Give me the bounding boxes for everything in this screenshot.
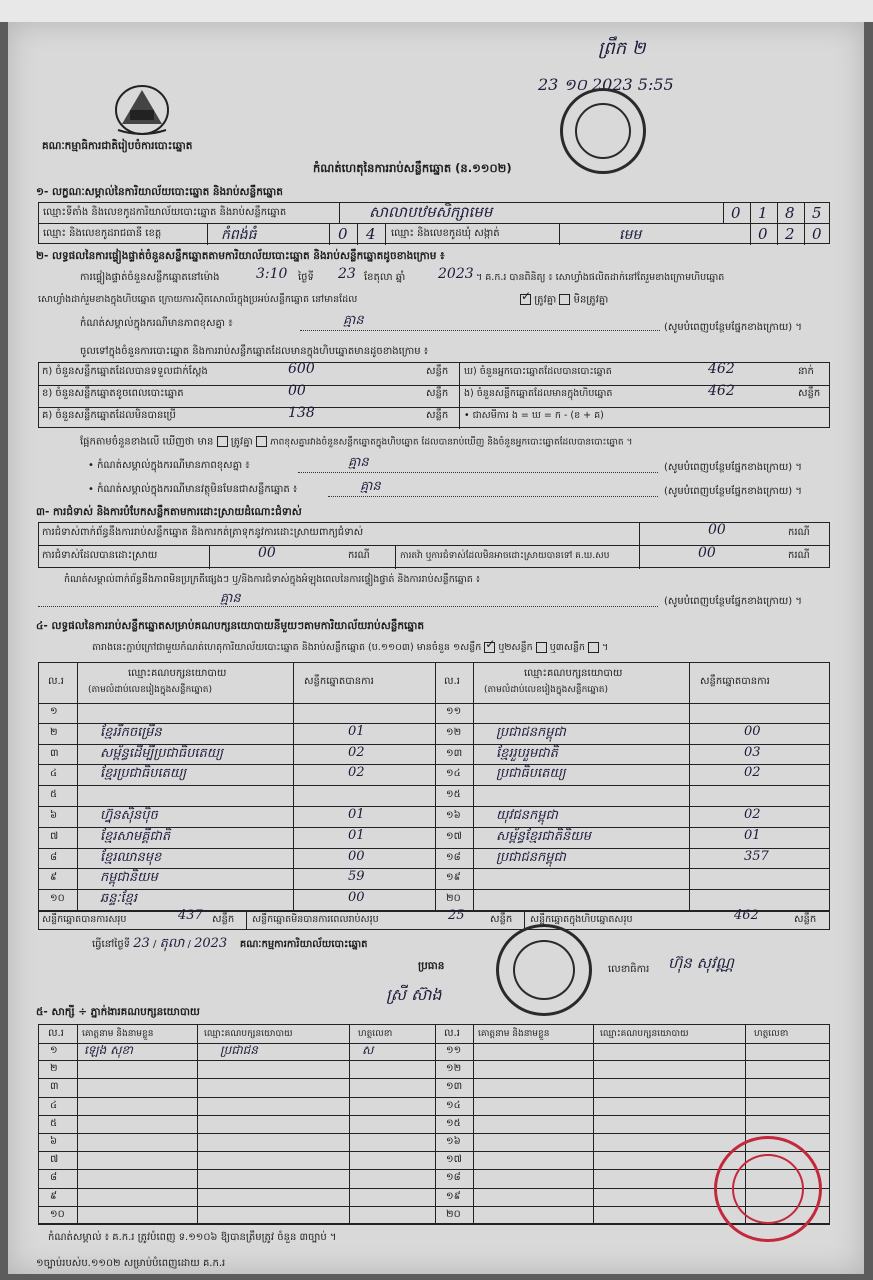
party-row-name: ខ្មែររួបរួមជាតិ [496,745,558,761]
party-row-votes: 02 [348,765,365,781]
party-row-no: ១១ [446,706,462,717]
mismatch-checkbox[interactable] [559,294,570,305]
commune-value: មេម [619,227,642,243]
party-row-line [38,744,434,745]
objection-1-value: 00 [708,522,726,538]
different-label: ភាពខុសគ្នារវាងចំនួនសន្លឹកឆ្នោតក្នុងហិបឆ្នោត ដែលបានរាប់ឃើញ និងចំនួនអ្នកបោះឆ្នោតដែលបានបោះឆ្នោត ។ [270,437,633,448]
w-col-sign-left: ហត្ថលេខា [358,1029,393,1039]
party-row-votes: 357 [744,848,769,864]
location-code-2: 1 [758,204,768,222]
section-4-intro: តារាងនេះភ្ជាប់ក្រៅជាមួយកំណត់ហេតុការិយាល័យបោះឆ្នោត និងរាប់សន្លឹកឆ្នោត (ប.១១០៣) មានចំនួន ១សន្លឹក ✓ ឬ២សន្លឹក ឬ៣សន្លឹក ។ [92,637,609,653]
objection-3-value: 00 [698,545,716,561]
party-row-votes: 59 [348,869,365,885]
party-row-line [434,910,830,911]
party-row-no: ១៨ [446,851,461,863]
witness-row-line [38,1224,830,1225]
one-sheet-checkbox[interactable]: ✓ [485,637,496,651]
w-col-party-right: ឈ្មោះគណបក្សនយោបាយ [600,1029,689,1039]
different-checkbox[interactable] [256,436,267,447]
handwritten-date-time: 23 ១០ 2023 5:55 [538,75,674,94]
verify-time: 3:10 [256,266,288,282]
date-day: 23 [133,936,150,951]
col-votes-left: សន្លឹកឆ្នោតបានការ [304,676,374,687]
witness-row-sign: ស [362,1043,374,1057]
party-row-votes: 00 [348,890,365,906]
party-row-name: ប្រជាជនកម្ពុជា [496,724,566,740]
party-row-line [434,764,830,765]
witness-row-line [38,1206,830,1207]
party-row-no: ២០ [446,893,461,905]
two-sheet-label: ឬ២សន្លឹក [498,642,533,653]
party-row-line [38,868,434,869]
objection-2-label: ការជំទាស់ដែលបានដោះស្រាយ [42,550,158,561]
witness-row-no: ៦ [50,1136,58,1147]
official-seal-red [714,1136,822,1242]
col-party-sub-left: (តាមលំដាប់លេខរៀងក្នុងសន្លឹកឆ្នោត) [88,685,212,695]
party-row-votes: 02 [744,807,761,822]
note-1-suffix: (សូមបំពេញបន្ថែមផ្នែកខាងក្រោយ) ។ [664,462,802,473]
party-row-no: ១៥ [446,789,461,801]
witness-row-line [38,1169,830,1170]
party-row-name: សម្ព័ន្ធខ្មែរជាតិនិយម [496,828,591,844]
witness-row-no: ៩ [50,1190,58,1202]
count-left-value: 00 [288,383,306,399]
signature-date-line: ធ្វើនៅថ្ងៃទី 23 / តុលា / 2023 គណៈកម្មការការិយាល័យបោះឆ្នោត [92,936,368,951]
w-col-no-left: ល.រ [48,1028,64,1039]
commission-name: គណៈកម្មាធិការជាតិរៀបចំការបោះឆ្នោត [42,140,193,152]
col-party-sub-right: (តាមលំដាប់លេខរៀងក្នុងសន្លឹកឆ្នោត) [484,685,608,695]
party-row-votes: 01 [348,827,365,843]
location-code-3: 8 [785,204,795,222]
verify-text-2: សោហ្វាំងដាក់រួមខាងក្នុងហិបឆ្នោត ក្រោយការស៊ិតសោល័រក្នុងប្រអប់សន្លឹកឆ្នោត នៅមានដែល [38,294,358,305]
province-code-2: 4 [366,225,376,243]
party-row-line [434,723,830,724]
party-row-no: ៦ [50,810,58,821]
total-invalid-label: សន្លឹកឆ្នោតមិនបានការពេលរាប់សរុប [252,914,379,925]
witness-table [38,1024,830,1224]
section-1-title: ១- លក្ខណៈសម្គាល់នៃការិយាល័យបោះឆ្នោត និងរាប់សន្លឹកឆ្នោត [36,186,283,198]
count-left-label: គ) ចំនួនសន្លឹកឆ្នោតដែលមិនបានប្រើ [42,410,176,421]
verify-year: 2023 [438,266,474,282]
witness-row-no: ១០ [50,1208,65,1220]
witness-row-no: ៥ [50,1117,58,1129]
party-row-votes: 02 [744,765,761,781]
three-sheet-checkbox[interactable] [588,642,599,653]
match-checkbox[interactable]: ✓ [521,289,532,303]
form-title: កំណត់ហេតុនៃការរាប់សន្លឹកឆ្នោត (ន.១១០២) [313,161,512,175]
party-row-name: ប្រជាធិបតេយ្យ [496,766,566,782]
note-2-suffix: (សូមបំពេញបន្ថែមផ្នែកខាងក្រោយ) ។ [664,486,802,497]
objection-1-unit: ករណី [788,527,810,538]
total-invalid-value: 25 [448,908,465,923]
party-row-line [434,806,830,807]
party-row-votes: 01 [744,827,761,843]
party-row-no: ១៣ [446,747,463,759]
witness-row-no: ៨ [50,1172,58,1184]
witness-row-no: ៧ [50,1154,59,1166]
date-line-label: ធ្វើនៅថ្ងៃទី [92,939,131,950]
note-1-hw: គ្មាន [348,455,369,470]
mismatch-label: មិនត្រូវគ្នា [573,294,609,306]
secretary-label: លេខាធិការ [608,964,650,975]
note-2-hw: គ្មាន [360,479,381,494]
location-label: ឈ្មោះទីតាំង និងលេខកូដការិយាល័យបោះឆ្នោត និងរាប់សន្លឹកឆ្នោត [43,207,287,218]
chair-signature: ស្រី ស៊ាង [386,985,442,1004]
count-right-value: 462 [708,383,735,399]
witness-row-no-right: ១៥ [446,1117,461,1129]
commune-code-1: 0 [758,225,768,243]
section-5-title: ៥- សាក្សី ÷ ភ្នាក់ងារគណបក្សនយោបាយ [36,1006,200,1018]
w-col-name-right: គោត្តនាម និងនាមខ្លួន [478,1029,550,1039]
count-left-label: ខ) ចំនួនសន្លឹកឆ្នោតខូចពេលបោះឆ្នោត [42,388,184,399]
party-row-no: ៥ [50,789,58,801]
same-label: ត្រូវគ្នា [230,436,253,448]
col-party-left: ឈ្មោះគណបក្សនយោបាយ [128,668,227,679]
count-left-unit: សន្លឹក [426,410,449,421]
verify-text-c: ខែតុលា ឆ្នាំ [364,272,406,283]
witness-row-line [38,1060,830,1061]
w-col-sign-right: ហត្ថលេខា [754,1029,789,1039]
witness-row-no: ១ [50,1045,58,1056]
handwritten-session: ព្រឹក ២ [598,38,646,59]
match-label: ត្រូវគ្នា [534,294,557,306]
irregularity-remark: កំណត់សម្គាល់ពាក់ព័ន្ធនឹងភាពមិនប្រក្រតីផ្សេងៗ ឬ/និងការជំទាស់ក្នុងអំឡុងពេលនៃការផ្ទៀងផ្ទាត់ និងការរាប់សន្លឹកឆ្នោត ៖ [64,574,481,585]
witness-row-no-right: ១១ [446,1045,462,1056]
commune-label: ឈ្មោះ និងលេខកូដឃុំ សង្កាត់ [391,228,500,239]
commune-code-3: 0 [812,225,822,243]
party-row-line [434,785,830,786]
party-row-name: កម្ពុជានិយម [100,870,158,886]
total-box-value: 462 [734,908,759,923]
col-no-left: ល.រ [48,676,64,687]
verify-day: 23 [338,266,356,282]
party-row-name: ប្រជាជនកម្ពុជា [496,849,566,865]
province-label: ឈ្មោះ និងលេខកូដរាជធានី ខេត្ត [43,228,162,239]
party-row-name: ខ្មែរសាមគ្គីជាតិ [100,828,171,844]
party-row-line [434,889,830,890]
verify-text-b: ថ្ងៃទី [298,272,314,283]
party-row-no: ១២ [446,726,462,738]
party-row-line [38,827,434,828]
witness-row-no-right: ១៤ [446,1099,461,1111]
match-option [520,289,609,307]
witness-row-line [38,1188,830,1189]
result-label: ផ្អែកតាមចំនួនខាងលើ ឃើញថា មាន [80,436,214,448]
nec-emblem-icon [112,80,172,138]
party-row-votes: 00 [744,723,761,739]
col-votes-right: សន្លឹកឆ្នោតបានការ [700,676,770,687]
witness-row-no-right: ១២ [446,1063,462,1075]
col-party-right: ឈ្មោះគណបក្សនយោបាយ [524,668,623,679]
three-sheet-label: ឬ៣សន្លឹក [549,642,585,653]
witness-row-no-right: ១៣ [446,1081,463,1093]
party-row-line [38,785,434,786]
w-col-no-right: ល.រ [444,1028,460,1039]
irregularity-remark-hw: គ្មាន [220,591,241,606]
section-1-table [38,202,830,244]
party-row-no: ៤ [50,768,58,780]
secretary-signature: ហ៊ុន សុវណ្ណ [668,954,734,972]
verify-text-a: ការផ្ទៀងផ្ទាត់ចំនួនសន្លឹកឆ្នោតនៅម៉ោង [80,272,220,283]
party-row-line [38,889,434,890]
witness-row-name: ឡេង សុខា [84,1043,133,1057]
party-row-votes: 00 [348,848,365,864]
count-right-label: ង) ចំនួនសន្លឹកឆ្នោតដែលមានក្នុងហិបឆ្នោត [464,388,613,399]
party-row-line [38,848,434,849]
location-code-4: 5 [812,204,822,222]
count-left-label: ក) ចំនួនសន្លឹកឆ្នោតដែលបានទទួលជាក់ស្ដែង [42,366,208,377]
witness-row-no-right: ១៦ [446,1136,461,1147]
province-value: កំពង់ធំ [221,227,257,243]
party-row-no: ១០ [50,893,65,905]
party-row-line [434,868,830,869]
total-invalid-unit: សន្លឹក [490,914,513,925]
note-2-label: • កំណត់សម្គាល់ក្នុងករណីមានវត្ថុមិនមែនជាសន្លឹកឆ្នោត ៖ [88,484,298,495]
witness-row-no: ២ [50,1063,58,1075]
difference-remark-note: (សូមបំពេញបន្ថែមផ្នែកខាងក្រោយ) ។ [664,322,802,333]
w-col-name-left: គោត្តនាម និងនាមខ្លួន [82,1029,154,1039]
count-right-unit: នាក់ [798,366,814,377]
party-row-no: ៨ [50,851,58,863]
party-row-name: សម្ព័ន្ធដើម្បីប្រជាធិបតេយ្យ [100,745,224,761]
witness-row-party: ប្រជាជន [220,1043,258,1057]
witness-row-no: ៤ [50,1099,58,1111]
party-row-name: ខ្មែររីកចម្រើន [100,724,162,740]
document-page [8,22,864,1274]
party-row-votes: 02 [348,744,365,760]
irregularity-remark-note: (សូមបំពេញបន្ថែមផ្នែកខាងក្រោយ) ។ [664,596,802,607]
committee-label: គណៈកម្មការការិយាល័យបោះឆ្នោត [239,939,368,950]
party-row-no: ១ [50,706,58,717]
witness-row-line [38,1115,830,1116]
party-row-no: ៣ [50,747,59,759]
count-right-unit: សន្លឹក [798,388,821,399]
party-row-votes: 01 [348,807,365,822]
date-month: តុលា [159,936,185,951]
party-row-line [38,910,434,911]
location-code-1: 0 [731,204,741,222]
official-seal-middle [496,924,592,1016]
objection-2-unit: ករណី [348,550,370,561]
witness-row-no-right: ១៨ [446,1172,461,1184]
objection-1-label: ការជំទាស់ពាក់ព័ន្ធនឹងការរាប់សន្លឹកឆ្នោត និងការកត់ត្រាទុកនូវការដោះស្រាយពាក្យជំទាស់ [42,527,364,538]
party-row-line [434,848,830,849]
party-row-line [38,723,434,724]
commune-code-2: 2 [785,225,795,243]
party-row-line [434,827,830,828]
objection-2-value: 00 [258,545,276,561]
location-value: សាលាបឋមសិក្សាមេម [369,203,493,221]
section-3-title: ៣- ការជំទាស់ និងការបំបែកសន្លឹកតាមការដោះស្រាយដំណោះជំទាស់ [36,506,302,518]
party-row-no: ១៩ [446,872,461,884]
witness-row-no: ៣ [50,1081,59,1093]
province-code-1: 0 [338,225,348,243]
party-row-name: ហ្វ៊ុនស៊ិនប៉ិច [100,808,158,823]
footer: ១ច្បាប់របស់ប.១១០២ សម្រាប់បំពេញដោយ គ.ក.រ [36,1258,226,1269]
count-left-unit: សន្លឹក [426,366,449,377]
result-text [80,436,632,449]
count-intro: ចូលទៅក្នុងចំនួនការបោះឆ្នោត និងការរាប់សន្លឹកឆ្នោតដែលមានក្នុងហិបឆ្នោតមានដូចខាងក្រោម ៖ [80,346,429,357]
witness-row-no-right: ១៧ [446,1154,462,1166]
party-row-votes: 01 [348,723,365,739]
party-row-no: ៩ [50,872,58,884]
count-left-value: 138 [288,405,315,421]
witness-row-no-right: ១៩ [446,1190,461,1202]
count-right-label: ឃ) ចំនួនអ្នកបោះឆ្នោតដែលបានបោះឆ្នោត [464,366,612,377]
count-left-unit: សន្លឹក [426,388,449,399]
section-2-title: ២- លទ្ធផលនៃការផ្ទៀងផ្ទាត់ចំនួនសន្លឹកឆ្នោតតាមការិយាល័យបោះឆ្នោត និងរាប់សន្លឹកឆ្នោតដូចខាងក្រោម ៖ [36,250,445,262]
party-row-line [38,764,434,765]
party-row-name: ខ្មែរឈានមុខ [100,849,162,865]
col-no-right: ល.រ [444,676,460,687]
objection-3-label: ការតវ៉ា ឬការជំទាស់ដែលមិនអាចដោះស្រាយបានទៅ គ.ឃ.សប [400,551,610,561]
date-year: 2023 [194,936,228,951]
count-right-label: • ជាសមីការ ង = ឃ = ក - (ខ + គ) [464,410,604,421]
verify-text-d: ។ គ.ក.រ បានពិនិត្យ ៖ សោហ្វាំងផលិតដាក់នៅតែរួមខាងក្រោមហិបឆ្នោត [476,272,725,283]
witness-row-line [38,1078,830,1079]
total-box-label: សន្លឹកឆ្នោតក្នុងហិបឆ្នោតសរុប [530,914,633,925]
same-checkbox[interactable] [217,436,228,447]
screen-top-strip [0,0,873,22]
difference-remark-label: កំណត់សម្គាល់ក្នុងករណីមានភាពខុសគ្នា ៖ [80,318,233,329]
count-left-value: 600 [288,361,315,377]
count-right-value: 462 [708,361,735,377]
party-row-no: ១៦ [446,810,461,821]
party-row-name: ឆន្ទៈខ្មែរ [100,891,137,907]
chair-label: ប្រធាន [418,960,445,972]
party-row-line [434,744,830,745]
witness-row-line [38,1133,830,1134]
party-row-line [38,806,434,807]
party-row-no: ៧ [50,830,59,842]
party-row-votes: 03 [744,744,761,760]
objection-3-unit: ករណី [788,550,810,561]
party-row-no: ២ [50,726,58,738]
two-sheet-checkbox[interactable] [536,642,547,653]
total-valid-label: សន្លឹកឆ្នោតបានការសរុប [42,914,127,925]
section-4-title: ៤- លទ្ធផលនៃការរាប់សន្លឹកឆ្នោតសម្រាប់គណបក្សនយោបាយនីមួយៗតាមការិយាល័យរាប់សន្លឹកឆ្នោត [36,620,425,632]
party-row-name: ខ្មែរប្រជាធិបតេយ្យ [100,766,187,782]
party-row-no: ១៧ [446,830,462,842]
total-box-unit: សន្លឹក [794,914,817,925]
w-col-party-left: ឈ្មោះគណបក្សនយោបាយ [204,1029,293,1039]
witness-row-line [38,1097,830,1098]
difference-remark-hw: គ្មាន [343,313,364,328]
footnote: កំណត់សម្គាល់ ៖ គ.ក.រ ត្រូវបំពេញ ទ.១១០៦ ឱ្យបានត្រឹមត្រូវ ចំនួន ៣ច្បាប់ ។ [48,1232,337,1243]
party-row-name: យុវជនកម្ពុជា [496,808,558,823]
official-seal-top [560,88,646,174]
total-valid-unit: សន្លឹក [212,914,235,925]
witness-row-no-right: ២០ [446,1208,461,1220]
section-4-intro-text: តារាងនេះភ្ជាប់ក្រៅជាមួយកំណត់ហេតុការិយាល័យបោះឆ្នោត និងរាប់សន្លឹកឆ្នោត (ប.១១០៣) មានចំនួន ១សន្លឹក [92,642,482,653]
total-valid-value: 437 [178,908,203,923]
witness-row-line [38,1151,830,1152]
note-1-label: • កំណត់សម្គាល់ក្នុងករណីមានភាពខុសគ្នា ៖ [88,460,250,471]
party-row-no: ១៤ [446,768,461,780]
